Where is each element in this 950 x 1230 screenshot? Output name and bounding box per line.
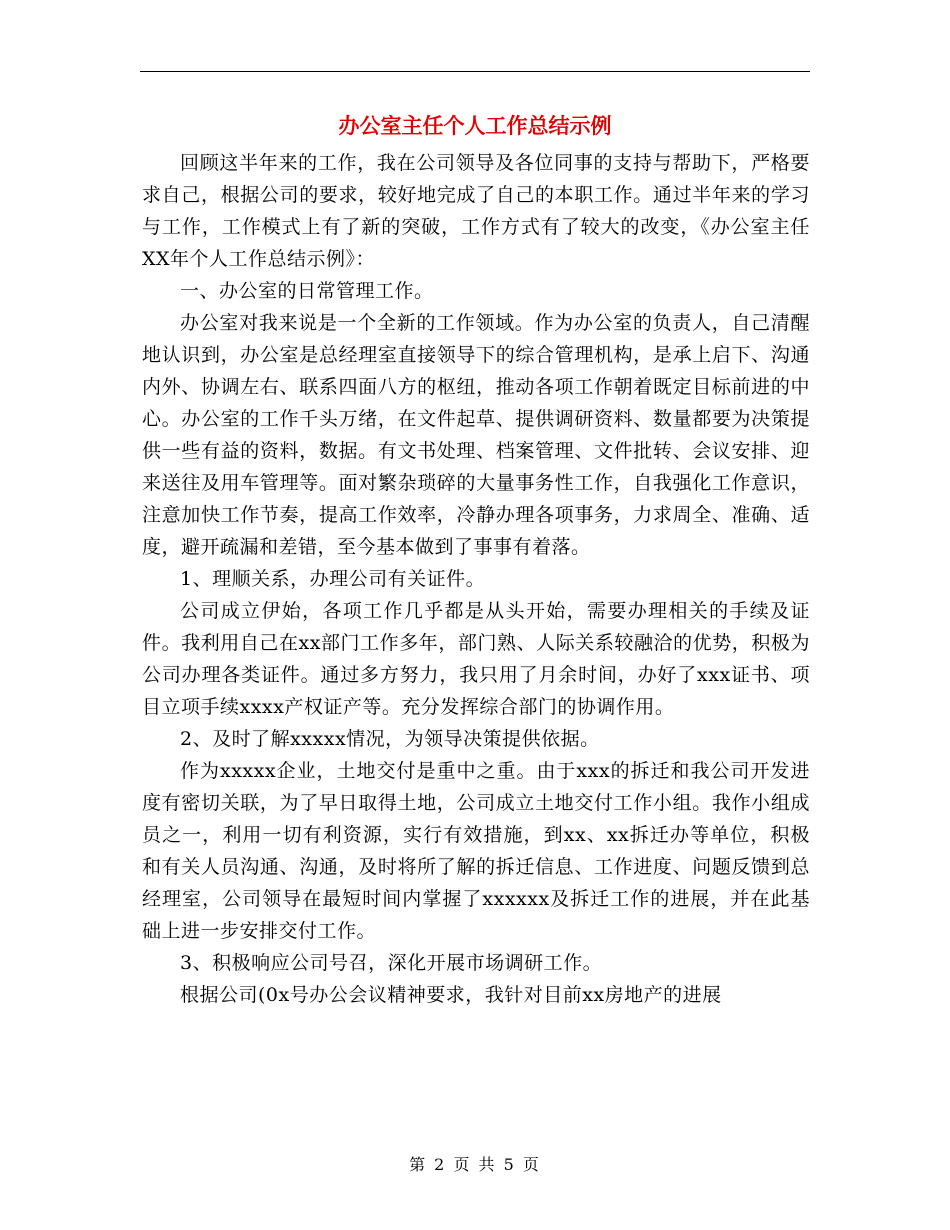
- document-title: 办公室主任个人工作总结示例: [338, 113, 612, 138]
- subheading-market-research: 3、积极响应公司号召，深化开展市场调研工作。: [180, 952, 603, 974]
- section-heading-daily-management: 一、办公室的日常管理工作。: [180, 280, 434, 302]
- header-rule: [140, 71, 810, 72]
- paragraph-intro: 回顾这半年来的工作，我在公司领导及各位同事的支持与帮助下，严格要求自己，根据公司的要求，较好地完成了自己的本职工作。通过半年来的学习与工作，工作模式上有了新的突破，工作方式有了较大的改变，《办公室主任XX年个人工作总结示例》：: [142, 152, 810, 270]
- paragraph-daily-management: 办公室对我来说是一个全新的工作领域。作为办公室的负责人，自己清醒地认识到，办公室是总经理室直接领导下的综合管理机构，是承上启下、沟通内外、协调左右、联系四面八方的枢纽，推动各项工作朝着既定目标前进的中心。办公室的工作千头万绪，在文件起草、提供调研资料、数量都要为决策提供一些有益的资料，数据。有文书处理、档案管理、文件批转、会议安排、迎来送往及用车管理等。面对繁杂琐碎的大量事务性工作，自我强化工作意识，注意加快工作节奏，提高工作效率，冷静办理各项事务，力求周全、准确、适度，避开疏漏和差错，至今基本做到了事事有着落。: [142, 312, 810, 558]
- paragraph-market-research: 根据公司(0x号办公会议精神要求，我针对目前xx房地产的进展: [180, 984, 722, 1006]
- paragraph-certificates: 公司成立伊始，各项工作几乎都是从头开始，需要办理相关的手续及证件。我利用自己在xx部门工作多年，部门熟、人际关系较融洽的优势，积极为公司办理各类证件。通过多方努力，我只用了月余时间，办好了xxx证书、项目立项手续xxxx产权证产等。充分发挥综合部门的协调作用。: [142, 600, 810, 718]
- subheading-certificates: 1、理顺关系，办理公司有关证件。: [180, 568, 486, 590]
- subheading-land-info: 2、及时了解xxxxx情况，为领导决策提供依据。: [180, 728, 600, 750]
- paragraph-land-info: 作为xxxxx企业，土地交付是重中之重。由于xxx的拆迁和我公司开发进度有密切关联，为了早日取得土地，公司成立土地交付工作小组。我作小组成员之一，利用一切有利资源，实行有效措施，到xx、xx拆迁办等单位，积极和有关人员沟通、沟通，及时将所了解的拆迁信息、工作进度、问题反馈到总经理室，公司领导在最短时间内掌握了xxxxxx及拆迁工作的进展，并在此基础上进一步安排交付工作。: [142, 760, 810, 942]
- document-body: [142, 147, 810, 1011]
- page-number-footer: 第 2 页 共 5 页: [409, 1155, 541, 1174]
